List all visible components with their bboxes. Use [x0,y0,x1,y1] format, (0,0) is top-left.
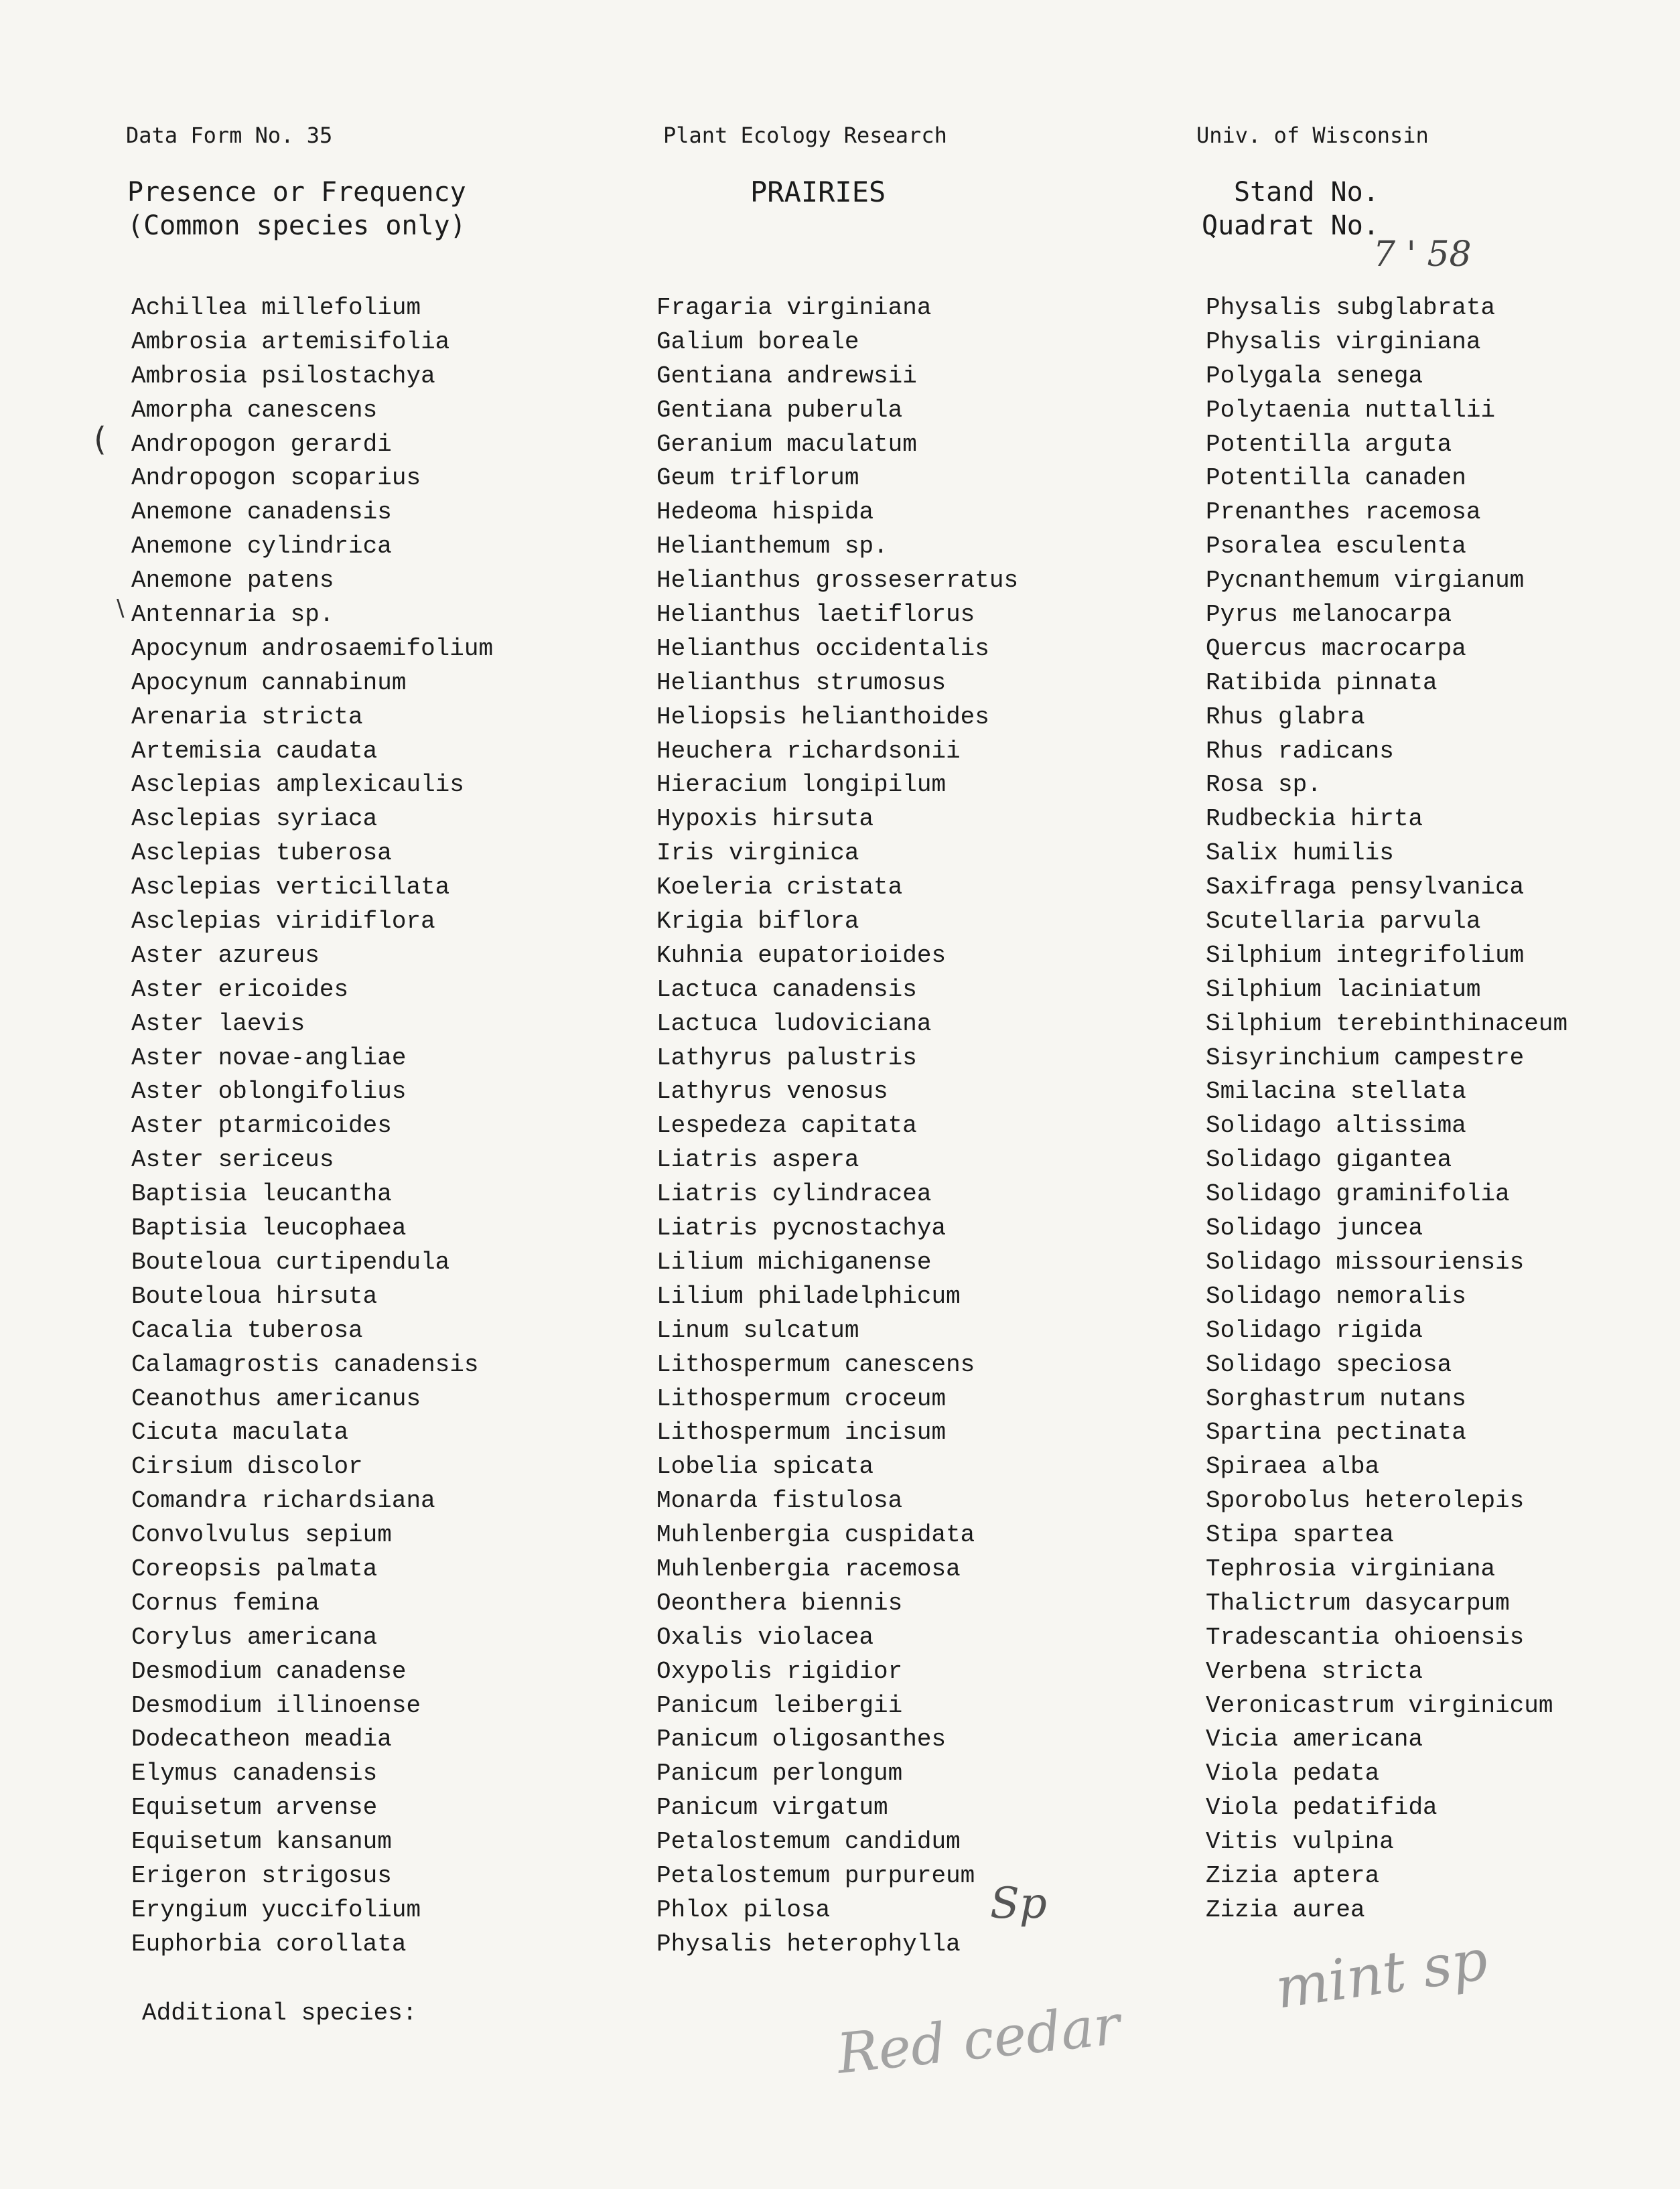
species-entry: Liatris cylindracea [656,1180,932,1208]
species-entry: Hedeoma hispida [656,498,874,526]
species-entry: Petalostemum purpureum [656,1861,975,1890]
species-entry: Heliopsis helianthoides [656,703,989,731]
species-entry: Rhus radicans [1206,737,1394,765]
species-entry: Aster sericeus [131,1146,334,1174]
species-entry: Sorghastrum nutans [1206,1385,1466,1413]
handwritten-red-cedar-note: Red cedar [834,1993,1123,2087]
species-entry: Lithospermum croceum [656,1385,947,1413]
species-entry: Euphorbia corollata [131,1930,407,1958]
species-entry: Solidago altissima [1206,1112,1466,1140]
species-entry: Liatris aspera [656,1146,859,1174]
species-entry: Solidago speciosa [1206,1350,1452,1379]
species-entry: Rudbeckia hirta [1206,805,1423,833]
species-entry: Anemone cylindrica [131,533,392,561]
species-entry: Panicum virgatum [656,1794,888,1822]
species-entry: Arenaria stricta [131,703,363,731]
species-entry: Sisyrinchium campestre [1206,1044,1525,1072]
form-title-line-1: Presence or Frequency [127,177,466,208]
species-entry: Sporobolus heterolepis [1206,1487,1525,1515]
university-name: Univ. of Wisconsin [1196,123,1429,148]
species-entry: Oxypolis rigidior [656,1657,903,1685]
species-entry: Scutellaria parvula [1206,908,1481,936]
species-entry: Equisetum kansanum [131,1828,392,1856]
species-entry: Ratibida pinnata [1206,668,1438,697]
species-entry: Solidago gigantea [1206,1146,1452,1174]
species-entry: Linum sulcatum [656,1316,859,1344]
species-entry: Convolvulus sepium [131,1521,392,1549]
species-entry: Potentilla arguta [1206,430,1452,458]
species-entry: Viola pedata [1206,1760,1380,1788]
species-entry: Silphium laciniatum [1206,975,1481,1003]
species-entry: Muhlenbergia cuspidata [656,1521,975,1549]
species-entry: Corylus americana [131,1623,378,1651]
species-entry: Aster oblongifolius [131,1078,407,1106]
species-entry: Helianthus grosseserratus [656,567,1019,595]
species-entry: Oxalis violacea [656,1623,874,1651]
species-entry: Solidago graminifolia [1206,1180,1510,1208]
species-entry: Asclepias syriaca [131,805,378,833]
species-entry: Muhlenbergia racemosa [656,1555,961,1583]
species-entry: Anemone patens [131,567,334,595]
species-entry: Asclepias amplexicaulis [131,771,464,799]
check-mark-andropogon: ( [94,421,107,458]
species-entry: Aster azureus [131,941,320,969]
species-entry: Vitis vulpina [1206,1828,1394,1856]
species-entry: Ambrosia artemisifolia [131,328,450,356]
species-entry: Koeleria cristata [656,873,903,902]
species-entry: Apocynum androsaemifolium [131,634,494,662]
stand-number-label: Stand No. [1234,177,1379,208]
species-entry: Dodecatheon meadia [131,1725,392,1754]
species-entry: Oeonthera biennis [656,1589,903,1617]
species-entry: Elymus canadensis [131,1760,378,1788]
species-entry: Helianthus occidentalis [656,634,989,662]
species-entry: Liatris pycnostachya [656,1214,947,1243]
species-entry: Lilium philadelphicum [656,1282,961,1310]
form-title-line-2: (Common species only) [127,210,466,241]
species-entry: Helianthus strumosus [656,668,947,697]
species-entry: Rhus glabra [1206,703,1365,731]
species-entry: Baptisia leucophaea [131,1214,407,1243]
species-entry: Lathyrus palustris [656,1044,917,1072]
handwritten-sp-note: Sp [990,1879,1047,1928]
species-entry: Erigeron strigosus [131,1861,392,1890]
check-mark-antennaria: \ [117,595,125,622]
species-entry: Kuhnia eupatorioides [656,941,947,969]
species-column-1 [131,291,640,1962]
species-entry: Iris virginica [656,839,859,867]
species-entry: Desmodium canadense [131,1657,407,1685]
species-entry: Lactuca ludoviciana [656,1009,932,1038]
program-title: Plant Ecology Research [663,123,947,148]
species-entry: Tephrosia virginiana [1206,1555,1496,1583]
species-entry: Lactuca canadensis [656,975,917,1003]
species-entry: Panicum leibergii [656,1691,903,1719]
species-entry: Anemone canadensis [131,498,392,526]
species-entry: Pycnanthemum virgianum [1206,567,1525,595]
species-entry: Tradescantia ohioensis [1206,1623,1525,1651]
species-entry: Prenanthes racemosa [1206,498,1481,526]
species-entry: Andropogon gerardi [131,430,392,458]
species-entry: Lespedeza capitata [656,1112,917,1140]
species-entry: Thalictrum dasycarpum [1206,1589,1510,1617]
species-entry: Lithospermum incisum [656,1419,947,1447]
species-entry: Heuchera richardsonii [656,737,961,765]
species-entry: Krigia biflora [656,908,859,936]
species-entry: Achillea millefolium [131,294,421,322]
species-column-3 [1206,291,1680,1928]
species-entry: Apocynum cannabinum [131,668,407,697]
species-entry: Eryngium yuccifolium [131,1896,421,1924]
species-entry: Physalis virginiana [1206,328,1481,356]
species-entry: Bouteloua curtipendula [131,1248,450,1276]
species-entry: Solidago rigida [1206,1316,1423,1344]
species-column-2 [656,291,1166,1962]
quadrat-number-label: Quadrat No. [1202,210,1379,241]
species-entry: Fragaria virginiana [656,294,932,322]
handwritten-date: 7 ' 58 [1373,234,1472,275]
species-entry: Bouteloua hirsuta [131,1282,378,1310]
species-entry: Potentilla canaden [1206,464,1466,492]
species-entry: Hieracium longipilum [656,771,947,799]
species-entry: Gentiana puberula [656,396,903,424]
species-entry: Panicum oligosanthes [656,1725,947,1754]
species-entry: Quercus macrocarpa [1206,634,1466,662]
species-entry: Polytaenia nuttallii [1206,396,1496,424]
species-entry: Hypoxis hirsuta [656,805,874,833]
species-entry: Cicuta maculata [131,1419,349,1447]
vegetation-type-title: PRAIRIES [750,175,886,208]
species-entry: Physalis subglabrata [1206,294,1496,322]
species-entry: Spartina pectinata [1206,1419,1466,1447]
species-entry: Veronicastrum virginicum [1206,1691,1553,1719]
species-entry: Desmodium illinoense [131,1691,421,1719]
species-entry: Lathyrus venosus [656,1078,888,1106]
species-entry: Psoralea esculenta [1206,533,1466,561]
species-entry: Rosa sp. [1206,771,1322,799]
additional-species-label: Additional species: [142,1999,417,2027]
species-entry: Cirsium discolor [131,1453,363,1481]
species-entry: Comandra richardsiana [131,1487,435,1515]
species-entry: Helianthus laetiflorus [656,601,975,629]
species-entry: Coreopsis palmata [131,1555,378,1583]
species-entry: Zizia aurea [1206,1896,1365,1924]
species-entry: Geum triflorum [656,464,859,492]
species-entry: Equisetum arvense [131,1794,378,1822]
species-entry: Aster ptarmicoides [131,1112,392,1140]
species-entry: Ceanothus americanus [131,1385,421,1413]
species-entry: Asclepias verticillata [131,873,450,902]
species-entry: Silphium integrifolium [1206,941,1525,969]
form-number: Data Form No. 35 [126,123,333,148]
species-entry: Asclepias viridiflora [131,908,435,936]
species-entry: Monarda fistulosa [656,1487,903,1515]
species-entry: Verbena stricta [1206,1657,1423,1685]
species-entry: Lithospermum canescens [656,1350,975,1379]
species-entry: Spiraea alba [1206,1453,1380,1481]
handwritten-mint-note: mint sp [1271,1926,1492,2022]
species-entry: Solidago juncea [1206,1214,1423,1243]
species-entry: Geranium maculatum [656,430,917,458]
species-entry: Solidago nemoralis [1206,1282,1466,1310]
species-entry: Aster ericoides [131,975,349,1003]
species-entry: Panicum perlongum [656,1760,903,1788]
species-entry: Galium boreale [656,328,859,356]
species-entry: Petalostemum candidum [656,1828,961,1856]
species-entry: Cornus femina [131,1589,320,1617]
species-entry: Gentiana andrewsii [656,362,917,390]
species-entry: Aster laevis [131,1009,305,1038]
species-entry: Antennaria sp. [131,601,334,629]
species-entry: Asclepias tuberosa [131,839,392,867]
species-entry: Viola pedatifida [1206,1794,1438,1822]
species-entry: Polygala senega [1206,362,1423,390]
species-entry: Amorpha canescens [131,396,378,424]
species-entry: Zizia aptera [1206,1861,1380,1890]
species-entry: Vicia americana [1206,1725,1423,1754]
species-entry: Stipa spartea [1206,1521,1394,1549]
species-entry: Lobelia spicata [656,1453,874,1481]
species-entry: Phlox pilosa [656,1896,831,1924]
species-entry: Cacalia tuberosa [131,1316,363,1344]
species-entry: Lilium michiganense [656,1248,932,1276]
species-entry: Helianthemum sp. [656,533,888,561]
species-entry: Solidago missouriensis [1206,1248,1525,1276]
species-entry: Salix humilis [1206,839,1394,867]
species-entry: Saxifraga pensylvanica [1206,873,1525,902]
species-entry: Artemisia caudata [131,737,378,765]
species-entry: Silphium terebinthinaceum [1206,1009,1568,1038]
species-entry: Ambrosia psilostachya [131,362,435,390]
species-entry: Pyrus melanocarpa [1206,601,1452,629]
species-entry: Aster novae-angliae [131,1044,407,1072]
species-entry: Calamagrostis canadensis [131,1350,479,1379]
species-entry: Physalis heterophylla [656,1930,961,1958]
species-entry: Baptisia leucantha [131,1180,392,1208]
species-entry: Smilacina stellata [1206,1078,1466,1106]
species-entry: Andropogon scoparius [131,464,421,492]
